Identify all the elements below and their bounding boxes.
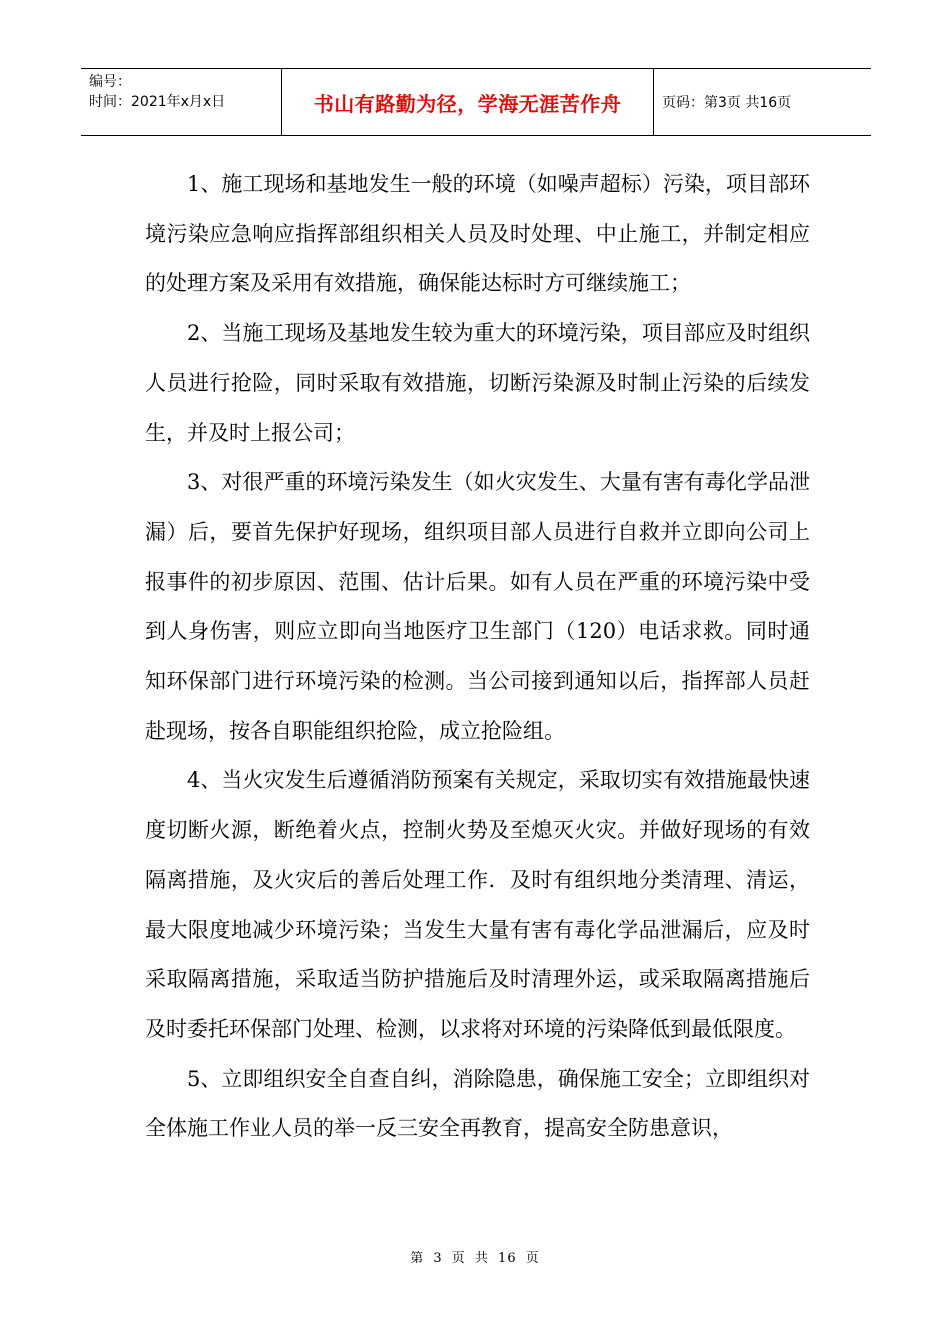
- paragraph-3: 3、对很严重的环境污染发生（如火灾发生、大量有害有毒化学品泄漏）后，要首先保护好现场，组织项目部人员进行自救并立即向公司上报事件的初步原因、范围、估计后果。如有人员在严重的环境污染中受到人身伤害，则应立即向当地医疗卫生部门（120）电话求救。同时通知环保部门进行环境污染的检测。当公司接到通知以后，指挥部人员赶赴现场，按各自职能组织抢险，成立抢险组。: [145, 470, 810, 743]
- document-header: [81, 68, 871, 136]
- header-page-info: 页码：第3页 共16页: [662, 95, 792, 111]
- paragraph-2: 2、当施工现场及基地发生较为重大的环境污染，项目部应及时组织人员进行抢险，同时采取有效措施，切断污染源及时制止污染的后续发生，并及时上报公司；: [145, 321, 810, 445]
- page-footer: 第 3 页 共 16 页: [410, 1251, 540, 1266]
- header-motto: 书山有路勤为径，学海无涯苦作舟: [282, 69, 654, 135]
- document-time: 时间：2021年x月x日: [89, 94, 226, 110]
- document-body: [145, 160, 810, 1154]
- document-number: 编号：: [89, 74, 131, 90]
- paragraph-5: 5、立即组织安全自查自纠，消除隐患，确保施工安全；立即组织对全体施工作业人员的举一反三安全再教育，提高安全防患意识，: [145, 1066, 810, 1141]
- paragraph-4: 4、当火灾发生后遵循消防预案有关规定，采取切实有效措施最快速度切断火源，断绝着火点，控制火势及至熄灭火灾。并做好现场的有效隔离措施，及火灾后的善后处理工作．及时有组织地分类清理、清运，最大限度地减少环境污染；当发生大量有害有毒化学品泄漏后，应及时采取隔离措施，采取适当防护措施后及时清理外运，或采取隔离措施后及时委托环保部门处理、检测，以求将对环境的污染降低到最低限度。: [145, 768, 810, 1041]
- paragraph-1: 1、施工现场和基地发生一般的环境（如噪声超标）污染，项目部环境污染应急响应指挥部组织相关人员及时处理、中止施工，并制定相应的处理方案及采用有效措施，确保能达标时方可继续施工；: [145, 172, 810, 296]
- header-meta: [81, 69, 282, 135]
